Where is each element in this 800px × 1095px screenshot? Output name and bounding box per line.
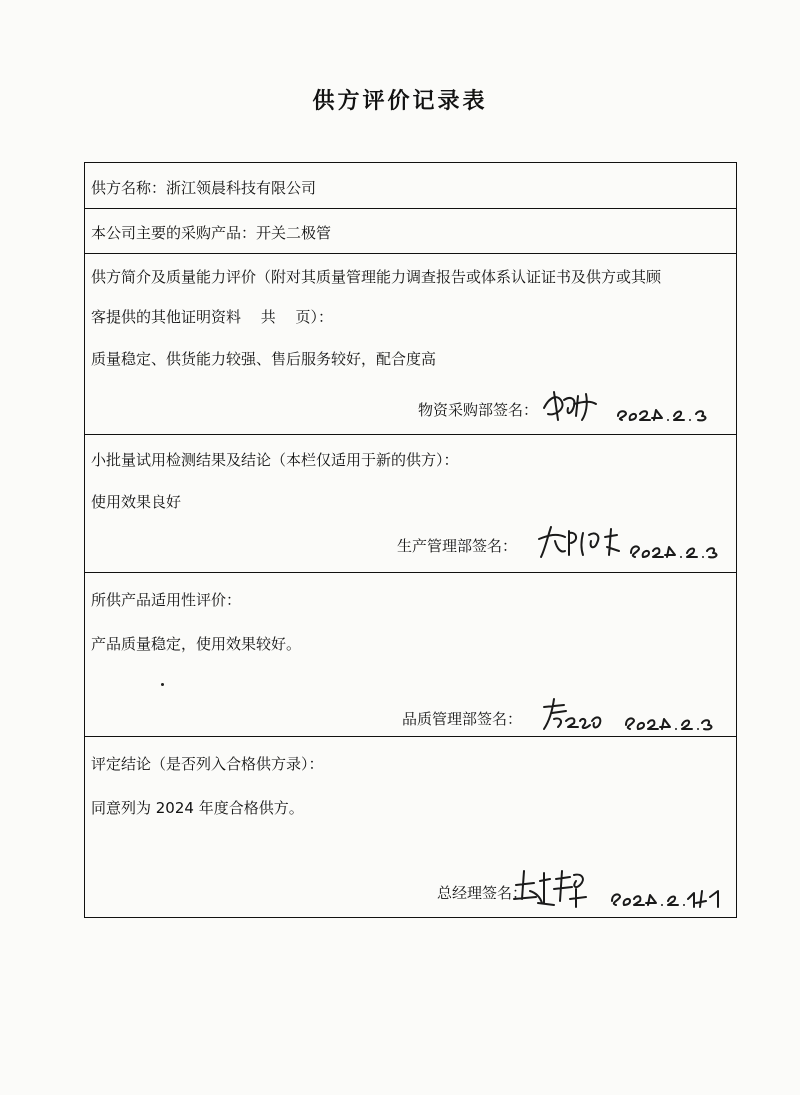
conclusion-section xyxy=(85,737,736,919)
main-product-row xyxy=(85,209,736,254)
intro-heading-line2: 客提供的其他证明资料 共 页）： xyxy=(91,308,334,326)
conclusion-heading: 评定结论（是否列入合格供方录）： xyxy=(91,755,324,773)
procurement-signature xyxy=(540,386,720,420)
production-signature xyxy=(535,521,725,555)
form-title: 供方评价记录表 xyxy=(312,89,488,114)
conclusion-content: 同意列为 2024 年度合格供方。 xyxy=(91,799,304,817)
supplier-intro-section xyxy=(85,254,736,435)
supplier-name-row xyxy=(85,163,736,209)
quality-sign-label: 品质管理部签名： xyxy=(402,710,523,728)
applicability-content: 产品质量稳定，使用效果较好。 xyxy=(91,635,302,653)
applicability-section xyxy=(85,573,736,737)
quality-signature xyxy=(540,693,730,727)
general-manager-signature xyxy=(510,863,732,897)
intro-content: 质量稳定、供货能力较强、售后服务较好，配合度高 xyxy=(91,350,437,368)
supplier-name: 供方名称：浙江领晨科技有限公司 xyxy=(91,179,317,197)
ink-dot xyxy=(161,683,164,686)
main-product: 本公司主要的采购产品：开关二极管 xyxy=(91,224,332,242)
trial-heading: 小批量试用检测结果及结论（本栏仅适用于新的供方）： xyxy=(91,451,459,469)
trial-content: 使用效果良好 xyxy=(91,493,182,511)
general-manager-sign-label: 总经理签名： xyxy=(437,884,528,902)
applicability-heading: 所供产品适用性评价： xyxy=(91,591,242,609)
procurement-sign-label: 物资采购部签名： xyxy=(418,401,539,419)
evaluation-form-table xyxy=(84,162,737,918)
intro-heading-line1: 供方简介及质量能力评价（附对其质量管理能力调查报告或体系认证证书及供方或其顾 xyxy=(91,268,662,286)
trial-section xyxy=(85,435,736,573)
production-sign-label: 生产管理部签名： xyxy=(397,537,518,555)
